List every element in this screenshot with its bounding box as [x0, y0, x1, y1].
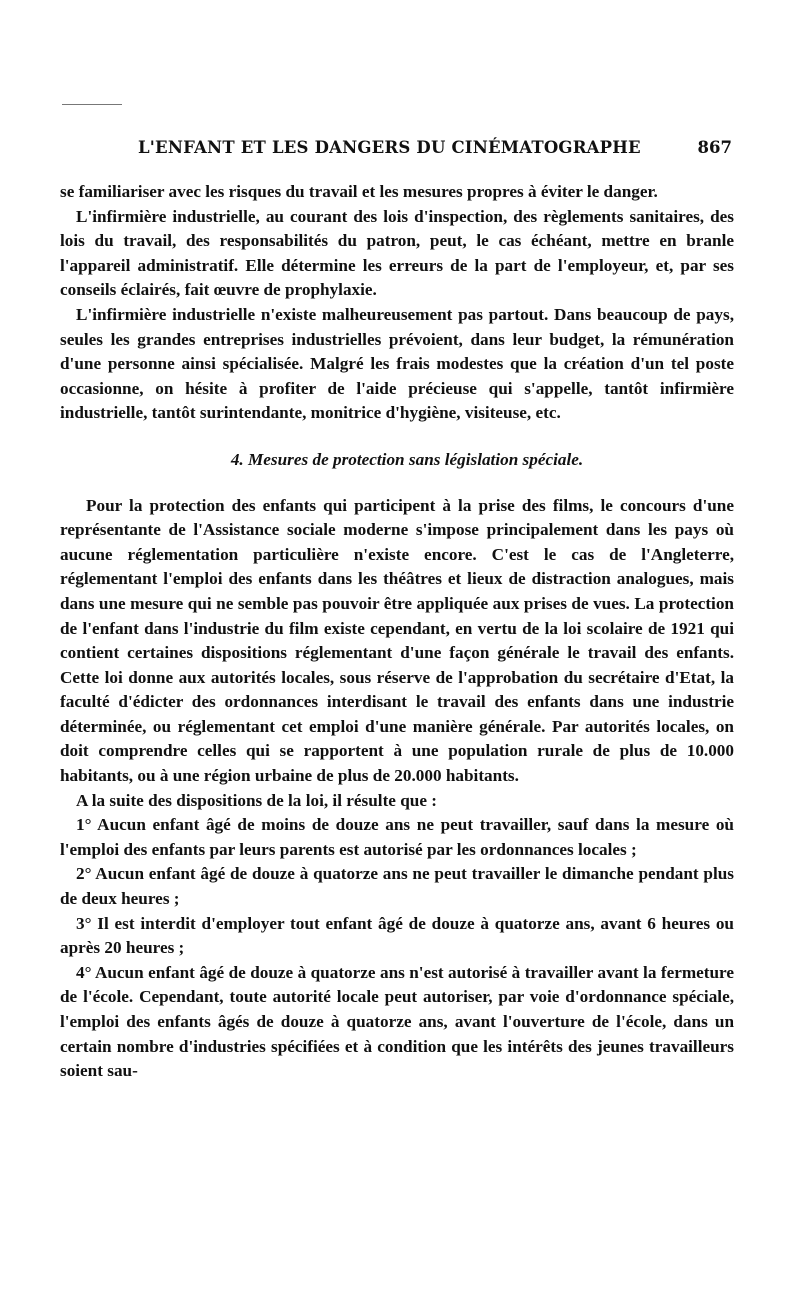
section-heading: 4. Mesures de protection sans législation spéciale.: [230, 449, 584, 469]
paragraph: A la suite des dispositions de la loi, il résulte que :: [76, 790, 437, 810]
list-item: 3° Il est interdit d'employer tout enfant âgé de douze à quatorze ans, avant 6 heures ou après 20 heures ;: [60, 913, 734, 958]
paragraph: L'infirmière industrielle, au courant des lois d'inspection, des règlements sanitaires, des lois du travail, des responsabilités du patron, peut, le cas échéant, mettre en branle l'appareil administratif. Elle détermine les erreurs de la part de l'employeur, et, par ses conseils éclairés, fait œuvre de prophylaxie.: [60, 206, 734, 300]
paragraph: L'infirmière industrielle n'existe malheureusement pas partout. Dans beaucoup de pays, seules les grandes entreprises industrielles prévoient, dans leur budget, la rémunération d'une personne ainsi spécialisée. Malgré les frais modestes que la création d'un tel poste occasionne, on hésite à profiter de l'aide précieuse qui s'appelle, tantôt infirmière industrielle, tantôt surintendante, monitrice d'hygiène, visiteuse, etc.: [60, 304, 734, 423]
page-header: [60, 138, 732, 168]
page-number: 867: [697, 138, 732, 157]
list-item: 1° Aucun enfant âgé de moins de douze ans ne peut travailler, sauf dans la mesure où l'emploi des enfants par leurs parents est autorisé par les ordonnances locales ;: [60, 815, 734, 859]
paragraph: Pour la protection des enfants qui participent à la prise des films, le concours d'une représentante de l'Assistance sociale moderne s'impose principalement dans les pays où aucune réglementation particulière n'existe encore. C'est le cas de l'Angleterre, réglementant l'emploi des enfants dans les théâtres et lieux de distraction analogues, mais dans une mesure qui ne semble pas pouvoir être appliquée aux prises de vues. La protection de l'enfant dans l'industrie du film existe cependant, en vertu de la loi scolaire de 1921 qui contient certaines dispositions réglementant d'une façon générale le travail des enfants. Cette loi donne aux autorités locales, sous réserve de l'approbation du secrétaire d'Etat, la faculté d'édicter des ordonnances interdisant le travail des enfants dans une industrie déterminée, ou réglementant cet emploi d'une manière générale. Par autorités locales, on doit comprendre celles qui se rapportent à une population rurale de plus de 10.000 habitants, ou à une région urbaine de plus de 20.000 habitants.: [60, 495, 734, 786]
list-item: 4° Aucun enfant âgé de douze à quatorze ans n'est autorisé à travailler avant la fermeture de l'école. Cependant, toute autorité locale peut autoriser, par voie d'ordonnance spéciale, l'emploi des enfants âgés de douze à quatorze ans, avant l'ouverture de l'école, dans un certain nombre d'industries spécifiées et à condition que les intérêts des jeunes travailleurs soient sau-: [60, 962, 734, 1081]
running-title: L'ENFANT ET LES DANGERS DU CINÉMATOGRAPHE: [138, 138, 641, 157]
paragraph: se familiariser avec les risques du travail et les mesures propres à éviter le danger.: [60, 182, 658, 201]
top-rule: [62, 104, 122, 105]
list-item: 2° Aucun enfant âgé de douze à quatorze ans ne peut travailler le dimanche pendant plus de deux heures ;: [60, 864, 734, 909]
page-body: [60, 180, 734, 1084]
